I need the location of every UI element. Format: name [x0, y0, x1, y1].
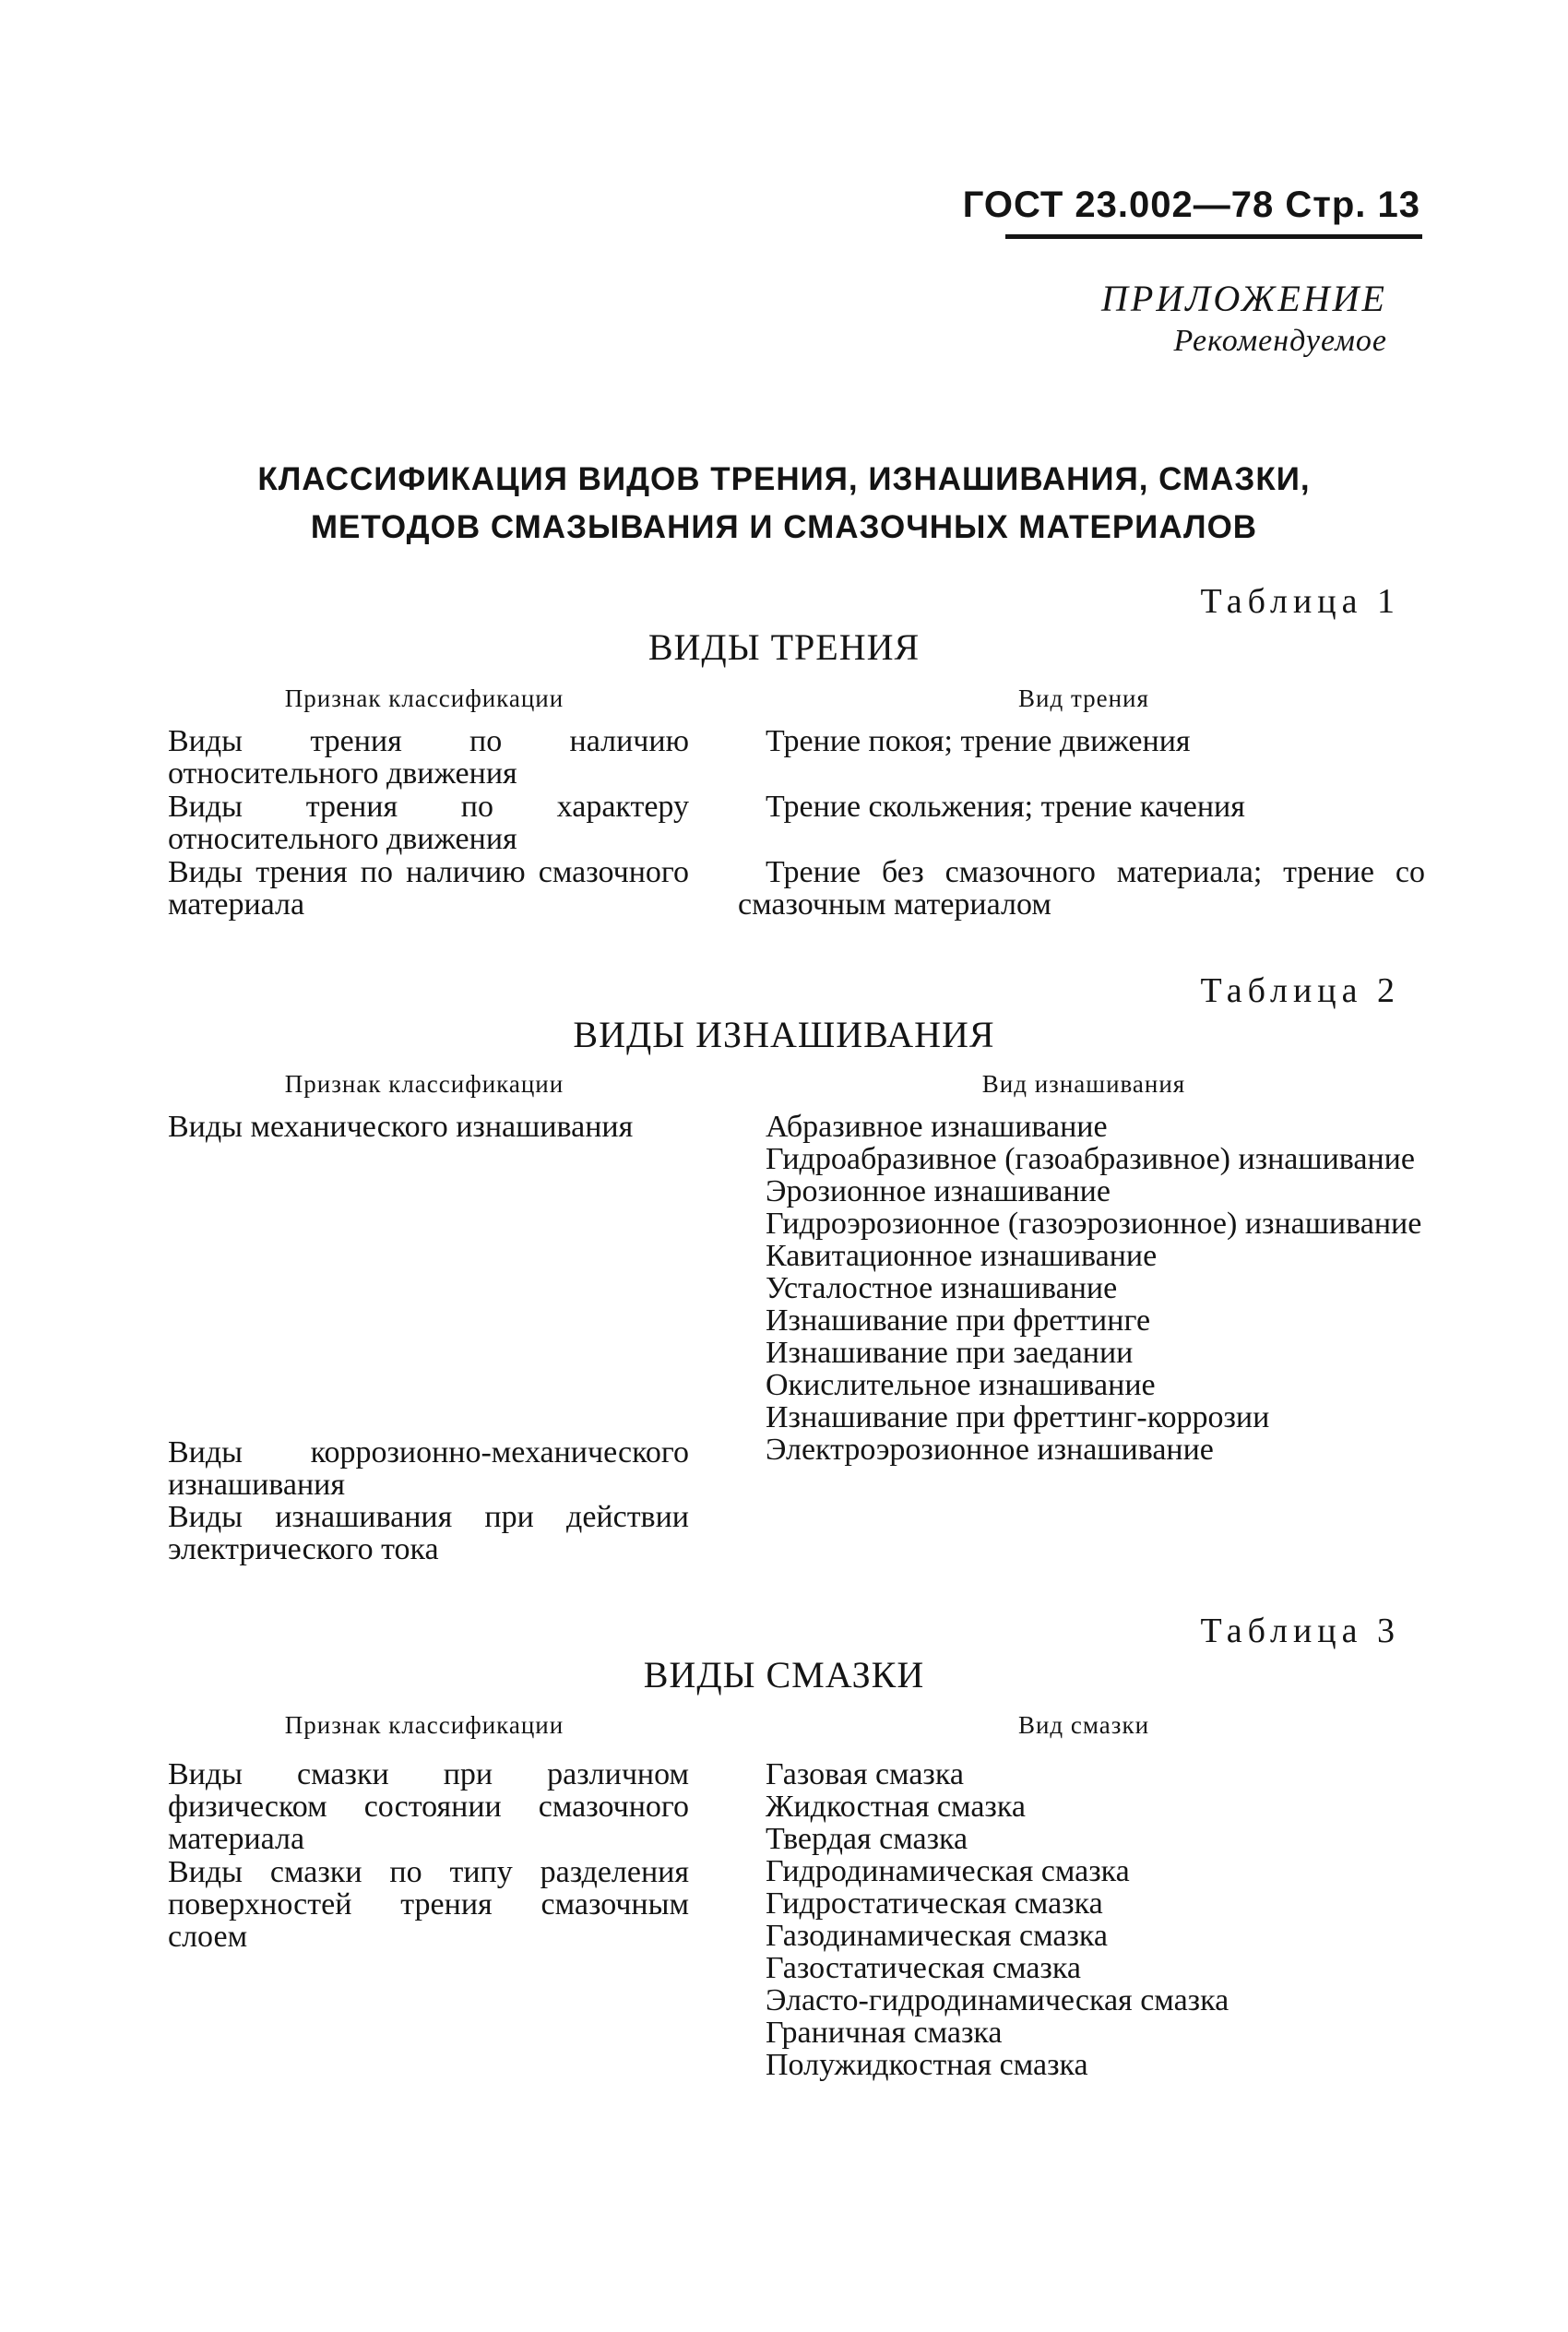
- table-3-col-criterion-header: Признак классификации: [284, 1711, 564, 1739]
- table-3-type-list: [738, 1758, 1425, 2081]
- list-item: Изнашивание при заедании: [766, 1336, 1134, 1370]
- table-2-criterion-1: Виды механического изнашивания: [168, 1110, 634, 1144]
- list-item: Эрозионное изнашивание: [766, 1174, 1111, 1208]
- table-3-criterion-1: Виды смазки при различном физическом состоянии смазочного материала: [168, 1757, 689, 1856]
- list-item: Кавитационное изнашивание: [766, 1239, 1158, 1273]
- list-item: Изнашивание при фреттинге: [766, 1303, 1151, 1338]
- list-item: Эласто-гидродинамическая смазка: [766, 1983, 1229, 2017]
- list-item: Газодинамическая смазка: [766, 1919, 1108, 1953]
- list-item: Электроэрозионное изнашивание: [766, 1433, 1214, 1467]
- list-item: Жидкостная смазка: [766, 1790, 1026, 1824]
- list-item: Изнашивание при фреттинг-коррозии: [766, 1400, 1270, 1434]
- table-1-label: Таблица 1: [1200, 582, 1400, 621]
- list-item: Граничная смазка: [766, 2016, 1003, 2050]
- document-title-line-2: МЕТОДОВ СМАЗЫВАНИЯ И СМАЗОЧНЫХ МАТЕРИАЛОВ: [310, 509, 1258, 545]
- list-item: Усталостное изнашивание: [766, 1271, 1118, 1305]
- list-item: Гидростатическая смазка: [766, 1886, 1103, 1921]
- table-1-criterion-2: Виды трения по характеру относительного движения: [168, 790, 689, 856]
- list-item: Окислительное изнашивание: [766, 1368, 1156, 1402]
- table-1-criterion-1: Виды трения по наличию относительного движения: [168, 724, 689, 791]
- table-1-criterion-3: Виды трения по наличию смазочного материала: [168, 855, 689, 922]
- list-item: Твердая смазка: [766, 1822, 968, 1856]
- page-header: ГОСТ 23.002—78 Стр. 13: [962, 184, 1420, 225]
- list-item: Газостатическая смазка: [766, 1951, 1081, 1985]
- appendix-block: [1101, 277, 1387, 359]
- table-2-label: Таблица 2: [1200, 971, 1400, 1010]
- list-item: Гидродинамическая смазка: [766, 1854, 1130, 1888]
- table-3-label: Таблица 3: [1200, 1612, 1400, 1650]
- list-item: Газовая смазка: [766, 1757, 964, 1791]
- document-title-line-1: КЛАССИФИКАЦИЯ ВИДОВ ТРЕНИЯ, ИЗНАШИВАНИЯ, СМАЗКИ,: [257, 461, 1311, 497]
- table-3-criterion-2: Виды смазки по типу разделения поверхностей трения смазочным слоем: [168, 1855, 689, 1954]
- list-item: Абразивное изнашивание: [766, 1110, 1108, 1144]
- table-3-col-type-header: Вид смазки: [1017, 1711, 1150, 1739]
- appendix-status: Рекомендуемое: [1173, 324, 1387, 358]
- table-1-col-type-header: Вид трения: [1018, 684, 1149, 712]
- table-2-criterion-3: Виды изнашивания при действии электрического тока: [168, 1500, 689, 1566]
- header-rule: [1005, 234, 1422, 239]
- document-title: [0, 456, 1568, 552]
- table-1-col-criterion-header: Признак классификации: [284, 684, 564, 712]
- table-1-type-1: Трение покоя; трение движения: [766, 724, 1191, 758]
- table-1-title: ВИДЫ ТРЕНИЯ: [647, 626, 921, 668]
- table-1-type-3: Трение без смазочного материала; трение со смазочным материалом: [738, 855, 1425, 922]
- table-2-col-criterion-header: Признак классификации: [284, 1070, 564, 1098]
- list-item: Полужидкостная смазка: [766, 2048, 1088, 2082]
- list-item: Гидроабразивное (газоабразивное) изнашивание: [766, 1142, 1415, 1176]
- table-1-type-2: Трение скольжения; трение качения: [766, 790, 1245, 824]
- table-2-title: ВИДЫ ИЗНАШИВАНИЯ: [573, 1014, 995, 1055]
- table-2-col-type-header: Вид изнашивания: [981, 1070, 1186, 1098]
- table-3-title: ВИДЫ СМАЗКИ: [643, 1654, 925, 1695]
- table-2-type-list: [738, 1111, 1425, 1466]
- list-item: Гидроэрозионное (газоэрозионное) изнашивание: [766, 1207, 1422, 1241]
- table-2-criterion-2: Виды коррозионно-механического изнашивания: [168, 1435, 689, 1502]
- appendix-label: ПРИЛОЖЕНИЕ: [1101, 278, 1387, 319]
